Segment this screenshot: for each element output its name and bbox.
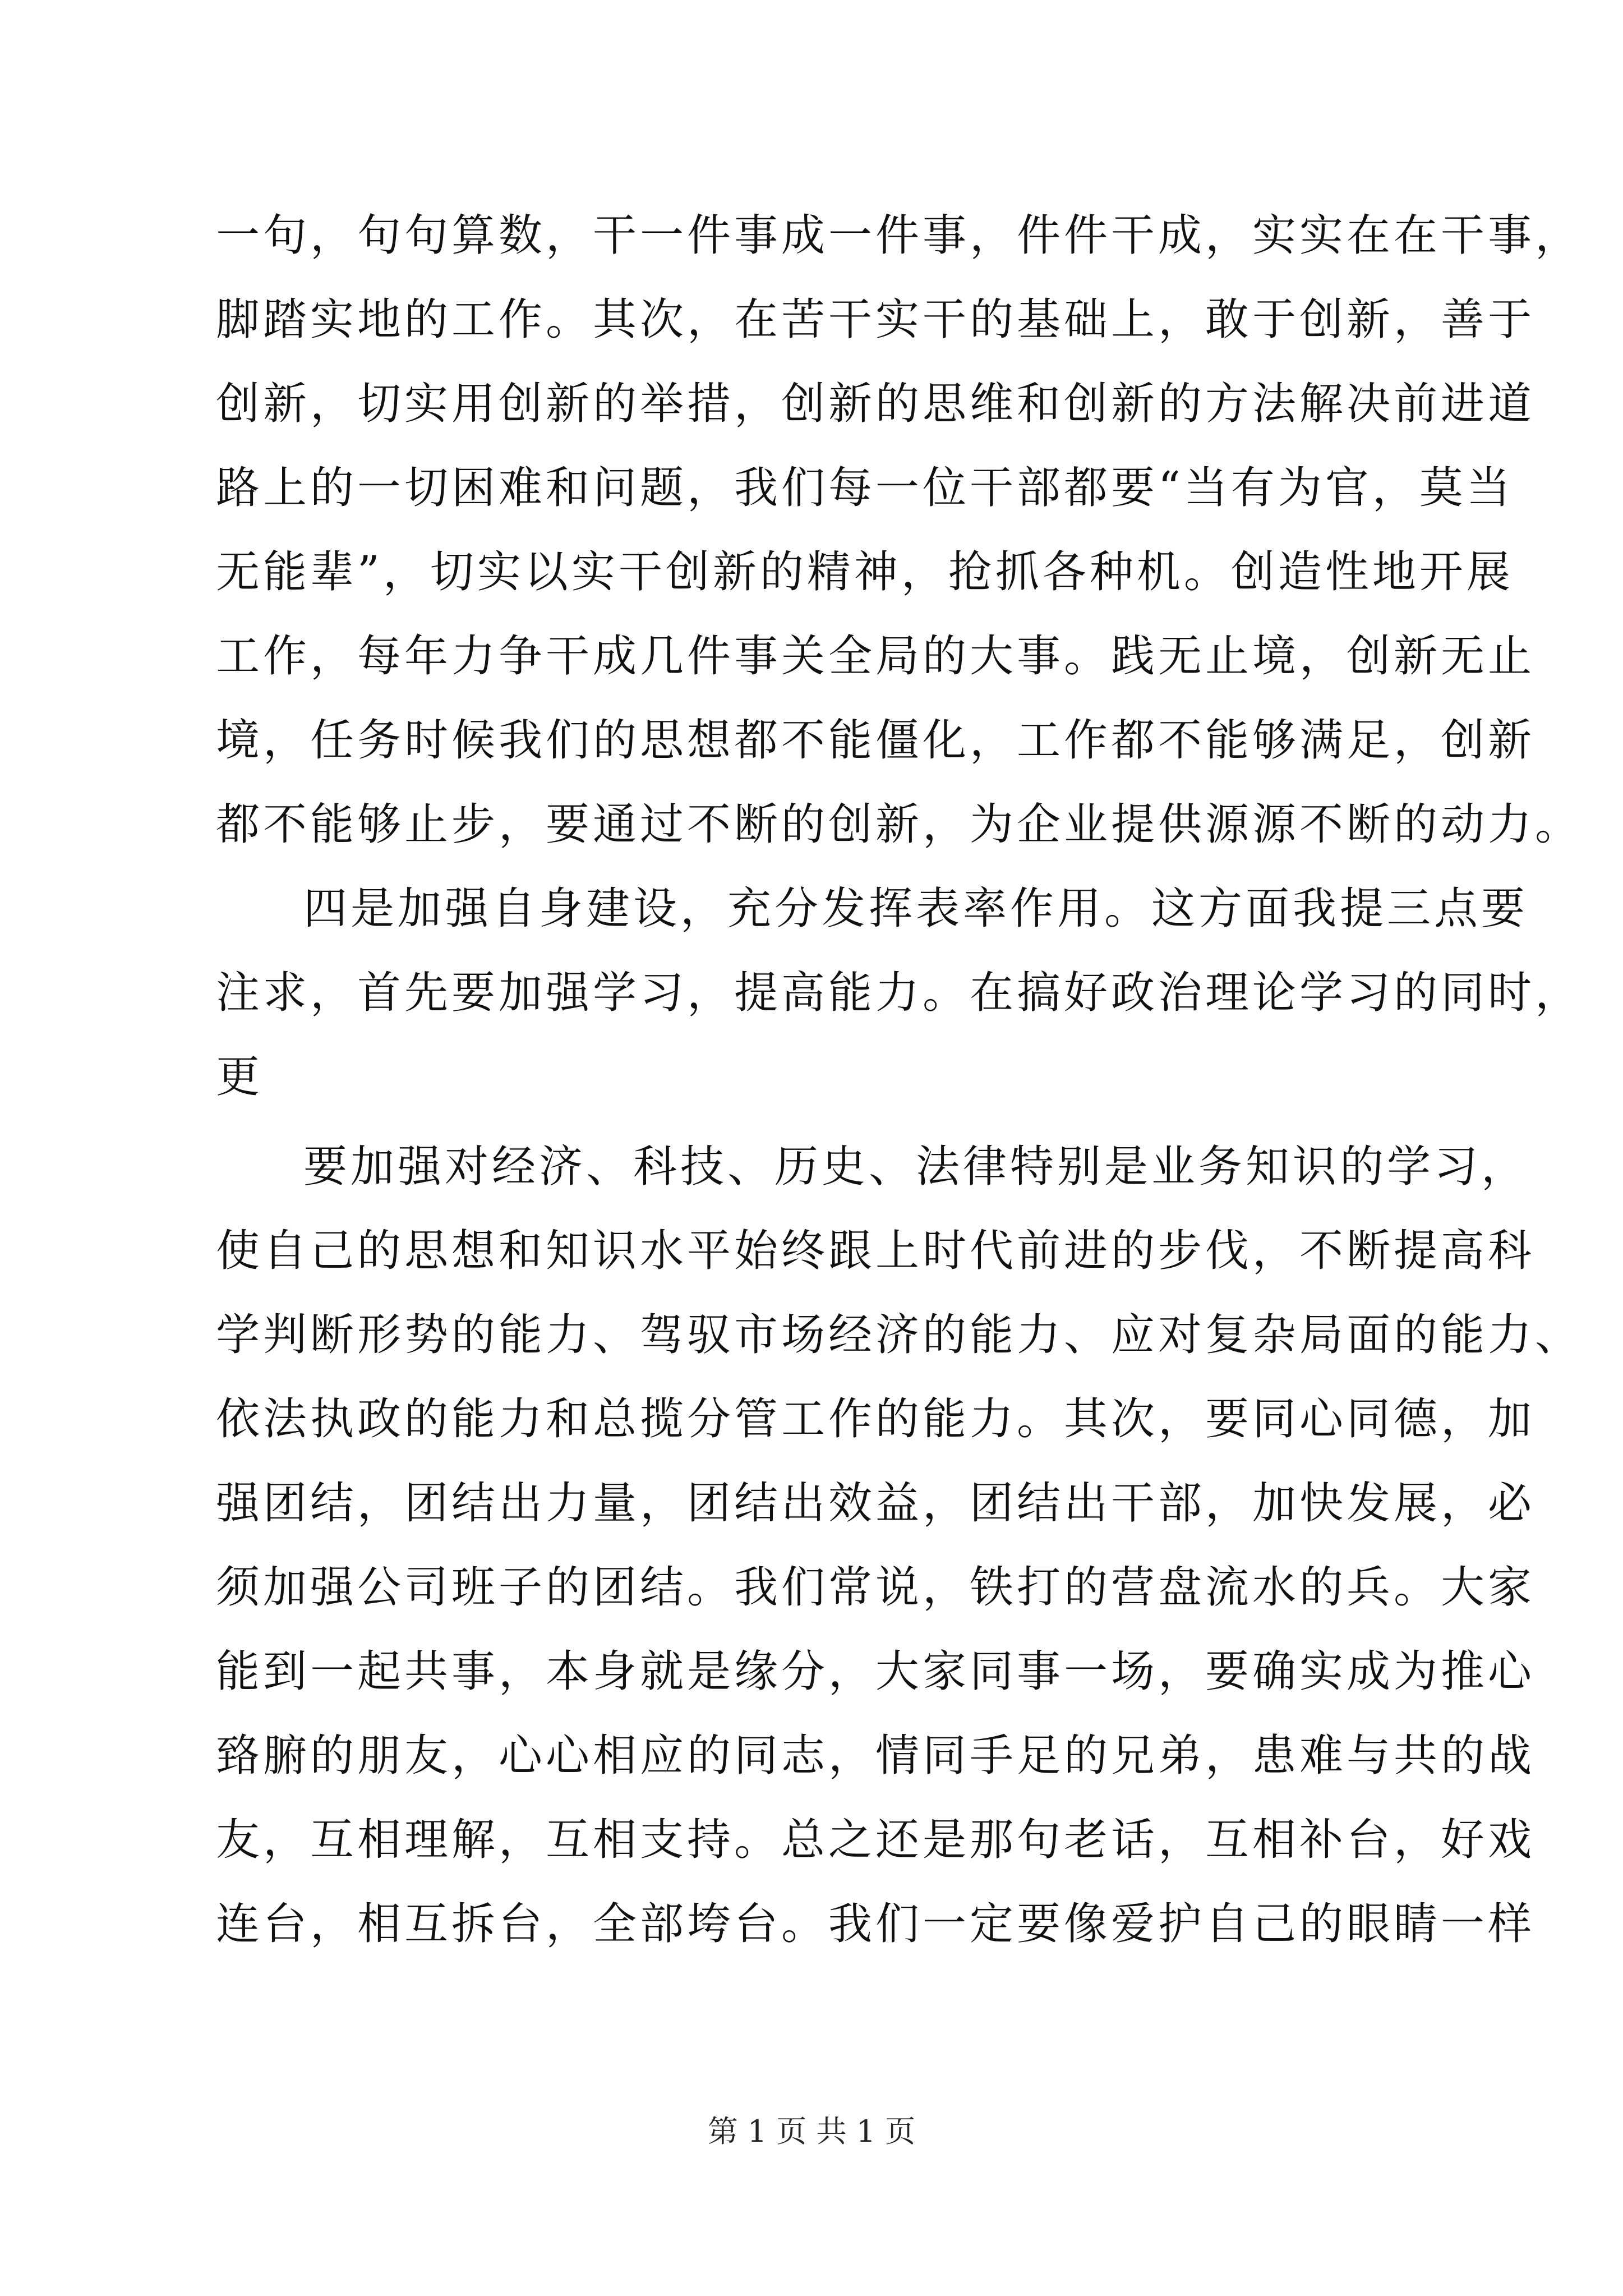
text-line: 能到一起共事，本身就是缘分，大家同事一场，要确实成为推心 [216, 1646, 1536, 1697]
text-line: 更 [216, 1052, 264, 1102]
text-line: 四是加强自身建设，充分发挥表率作用。这方面我提三点要 [303, 884, 1529, 934]
text-line: 要加强对经济、科技、历史、法律特别是业务知识的学习， [303, 1142, 1529, 1192]
text-line: 工作，每年力争干成几件事关全局的大事。践无止境，创新无止 [216, 631, 1536, 682]
text-line: 一句，句句算数，干一件事成一件事，件件干成，实实在在干事， [216, 210, 1583, 261]
text-line: 学判断形势的能力、驾驭市场经济的能力、应对复杂局面的能力、 [216, 1310, 1583, 1360]
text-line: 臵腑的朋友，心心相应的同志，情同手足的兄弟，患难与共的战 [216, 1731, 1536, 1781]
text-line: 创新，切实用创新的举措，创新的思维和创新的方法解决前进道 [216, 379, 1536, 429]
page-footer: 第 1 页 共 1 页 [707, 2114, 916, 2149]
text-line: 境，任务时候我们的思想都不能僵化，工作都不能够满足，创新 [216, 715, 1536, 766]
text-line: 使自己的思想和知识水平始终跟上时代前进的步伐，不断提高科 [216, 1226, 1536, 1276]
text-line: 依法执政的能力和总揽分管工作的能力。其次，要同心同德，加 [216, 1394, 1536, 1444]
text-line: 都不能够止步，要通过不断的创新，为企业提供源源不断的动力。 [216, 799, 1583, 850]
text-line: 注求，首先要加强学习，提高能力。在搞好政治理论学习的同时， [216, 968, 1583, 1018]
text-line: 无能辈”，切实以实干创新的精神，抢抓各种机。创造性地开展 [216, 547, 1514, 597]
text-line: 强团结，团结出力量，团结出效益，团结出干部，加快发展，必 [216, 1478, 1536, 1529]
text-line: 友，互相理解，互相支持。总之还是那句老话，互相补台，好戏 [216, 1815, 1536, 1865]
text-line: 脚踏实地的工作。其次，在苦干实干的基础上，敢于创新，善于 [216, 295, 1536, 345]
text-line: 须加强公司班子的团结。我们常说，铁打的营盘流水的兵。大家 [216, 1562, 1536, 1613]
text-line: 连台，相互拆台，全部垮台。我们一定要像爱护自己的眼睛一样 [216, 1899, 1536, 1949]
text-line: 路上的一切困难和问题，我们每一位干部都要“当有为官，莫当 [216, 463, 1514, 513]
body-text [216, 194, 1583, 1966]
